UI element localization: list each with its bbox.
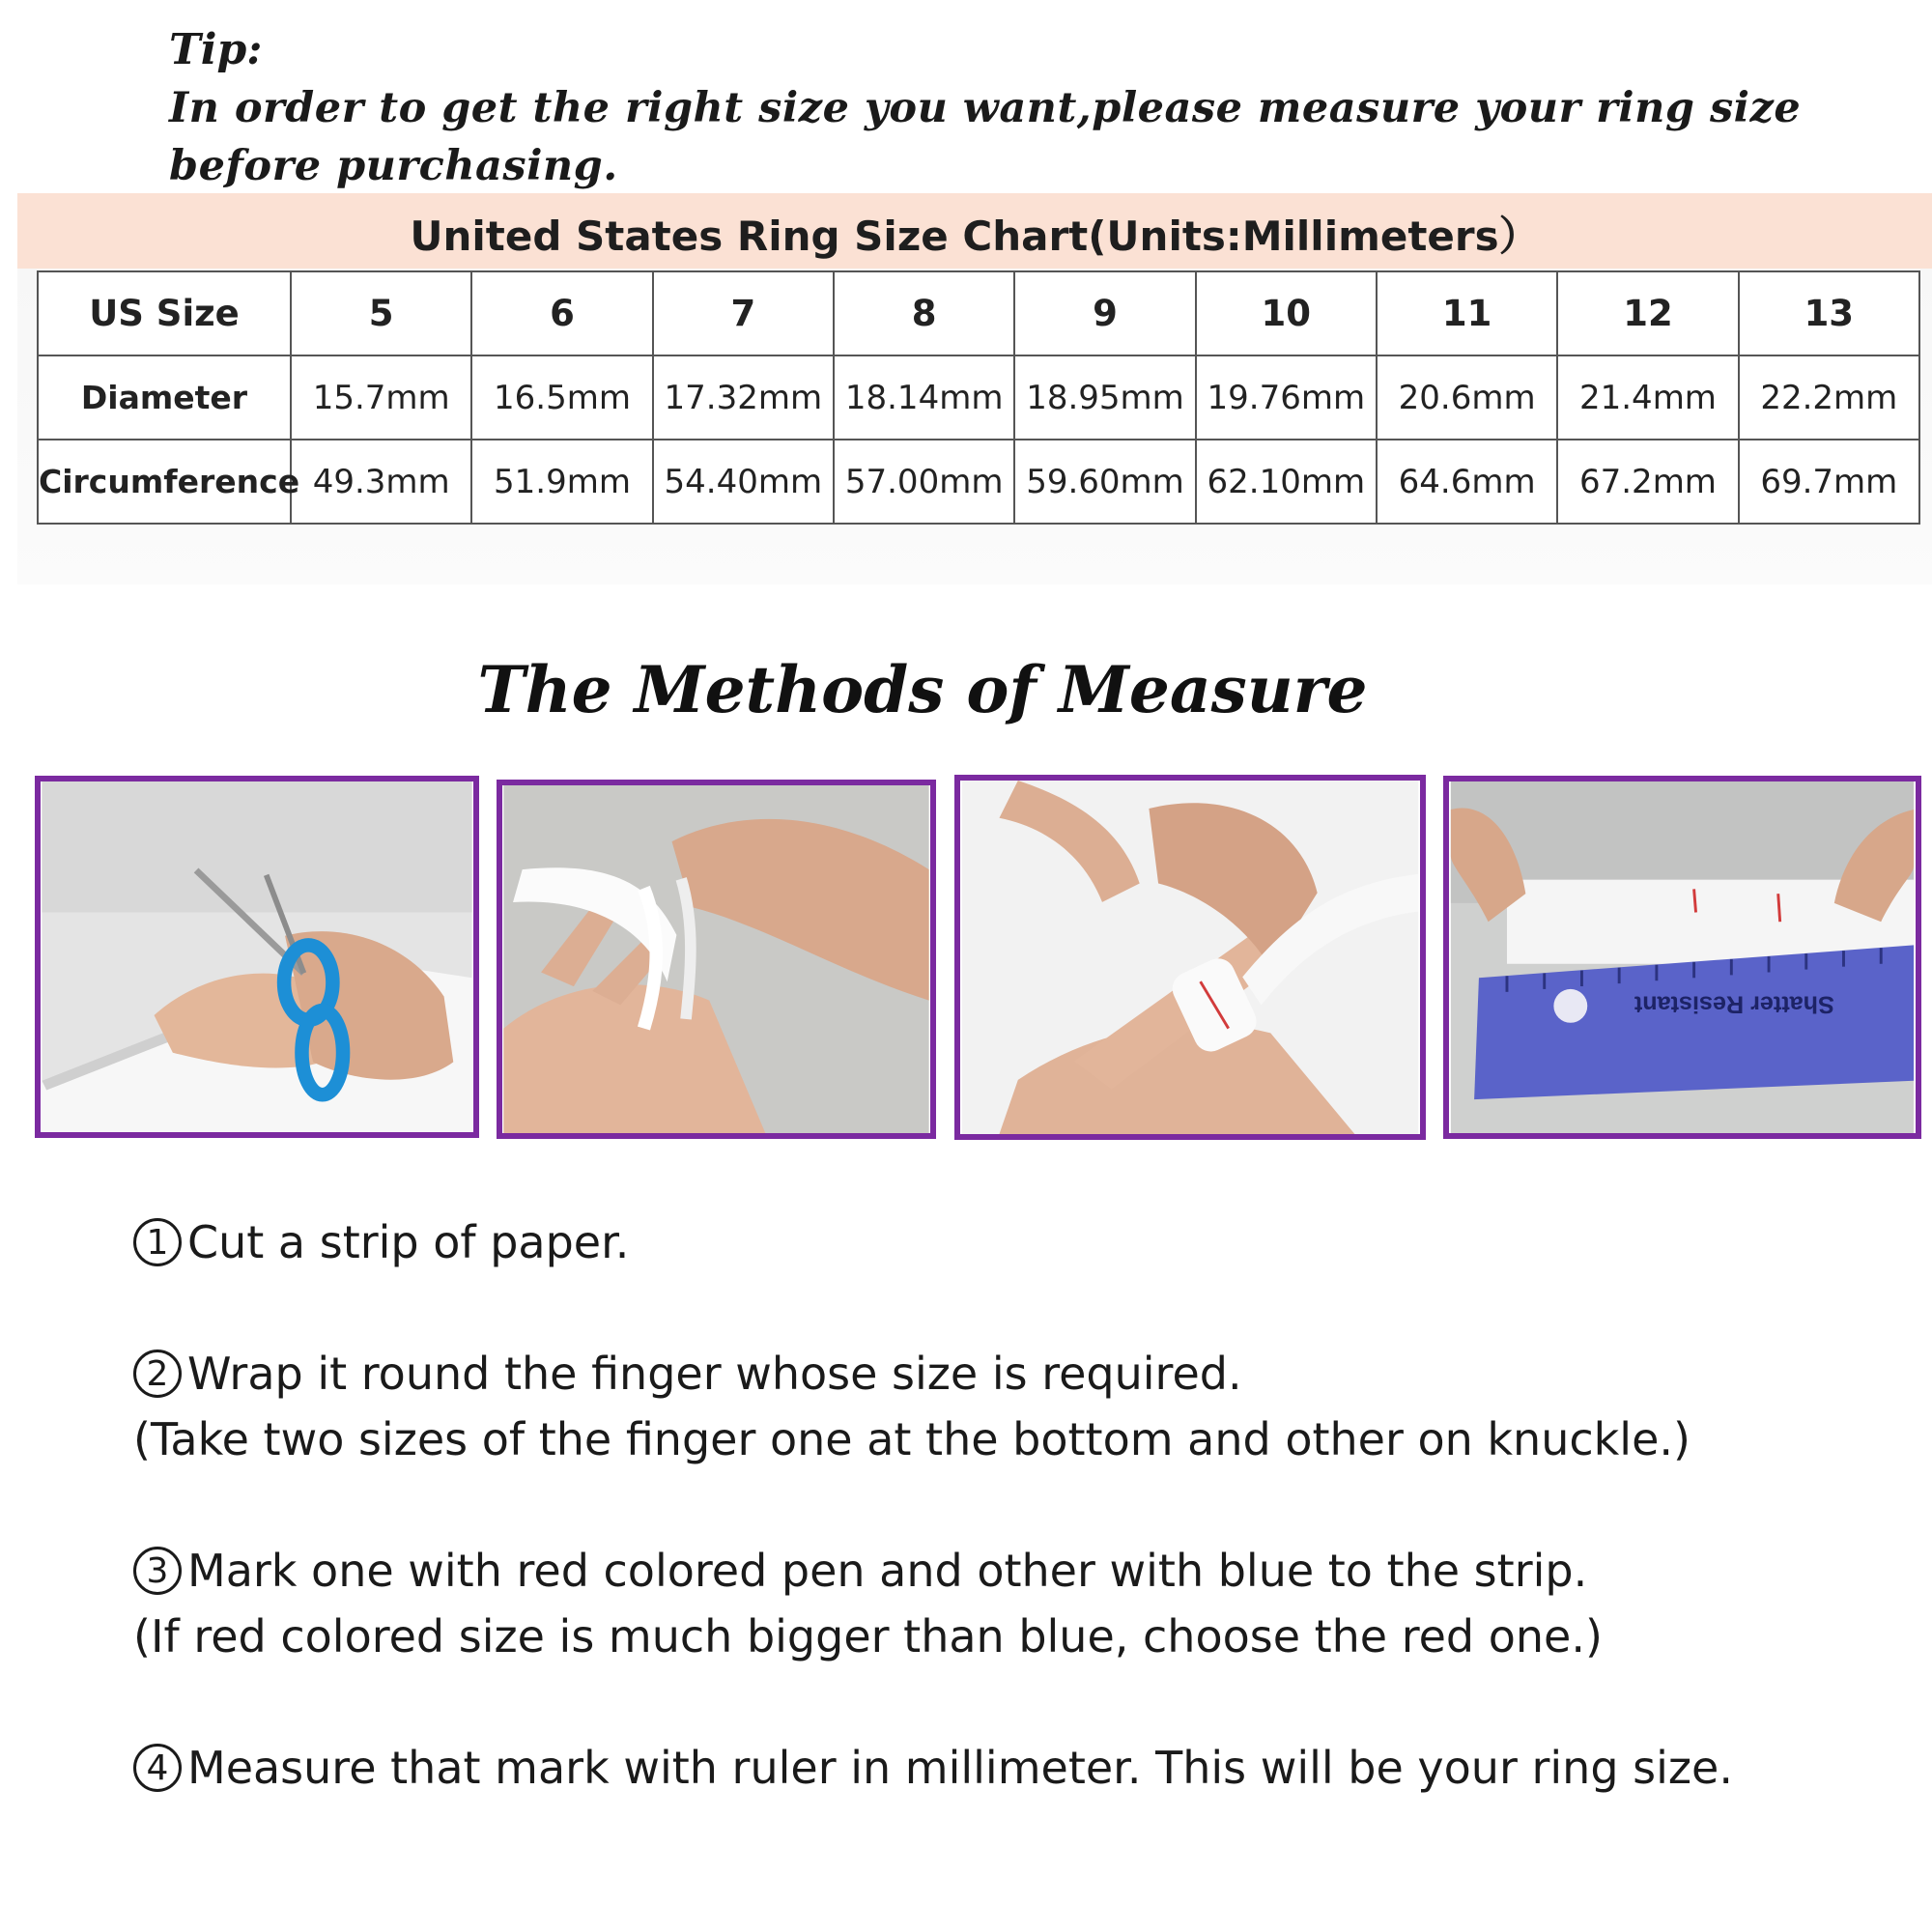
methods-title: The Methods of Measure <box>477 652 1368 727</box>
step-number-badge: 1 <box>133 1218 182 1266</box>
step-text: Cut a strip of paper. <box>187 1216 630 1268</box>
table-cell: 18.14mm <box>834 355 1014 440</box>
ring-size-table <box>37 270 1920 525</box>
step-2 <box>133 1341 1911 1406</box>
step-text: Mark one with red colored pen and other with blue to the strip. <box>187 1545 1588 1597</box>
step-text: Measure that mark with ruler in millimeter. This will be your ring size. <box>187 1742 1733 1794</box>
photo-wrap-strip <box>497 780 936 1139</box>
wrap-strip-illustration <box>502 785 930 1133</box>
table-row-us-size <box>38 271 1919 355</box>
tip-label: Tip: <box>169 25 263 74</box>
table-cell: 22.2mm <box>1739 355 1919 440</box>
cut-paper-illustration <box>41 781 473 1132</box>
table-cell: 15.7mm <box>291 355 471 440</box>
table-cell: 51.9mm <box>471 440 652 524</box>
table-cell: 10 <box>1196 271 1377 355</box>
size-chart-title: United States Ring Size Chart(Units:Millimeters） <box>410 213 1540 260</box>
table-cell: 7 <box>653 271 834 355</box>
row-header-circumference: Circumference <box>38 440 291 524</box>
photo-mark-finger <box>954 775 1426 1140</box>
mark-finger-illustration <box>960 781 1420 1134</box>
row-header-us-size: US Size <box>38 271 291 355</box>
tip-block <box>169 21 1908 195</box>
table-cell: 9 <box>1014 271 1195 355</box>
step-number-badge: 3 <box>133 1547 182 1595</box>
step-4 <box>133 1735 1911 1801</box>
table-cell: 20.6mm <box>1377 355 1557 440</box>
table-row-diameter <box>38 355 1919 440</box>
table-cell: 13 <box>1739 271 1919 355</box>
table-cell: 5 <box>291 271 471 355</box>
table-cell: 17.32mm <box>653 355 834 440</box>
tip-text: In order to get the right size you want,please measure your ring size before purchasing. <box>169 84 1802 190</box>
table-cell: 67.2mm <box>1557 440 1738 524</box>
step-3 <box>133 1538 1911 1604</box>
table-cell: 11 <box>1377 271 1557 355</box>
step-note: (Take two sizes of the finger one at the bottom and other on knuckle.) <box>133 1413 1690 1465</box>
table-cell: 62.10mm <box>1196 440 1377 524</box>
instruction-steps <box>133 1209 1911 1801</box>
photo-ruler-measure <box>1443 776 1921 1139</box>
ruler-measure-illustration <box>1449 781 1916 1133</box>
table-cell: 57.00mm <box>834 440 1014 524</box>
table-cell: 21.4mm <box>1557 355 1738 440</box>
step-number-badge: 2 <box>133 1350 182 1398</box>
table-cell: 69.7mm <box>1739 440 1919 524</box>
table-row-circumference <box>38 440 1919 524</box>
table-cell: 12 <box>1557 271 1738 355</box>
table-cell: 16.5mm <box>471 355 652 440</box>
table-cell: 54.40mm <box>653 440 834 524</box>
step-1 <box>133 1209 1911 1275</box>
ruler-brand-text: Shatter Resistant <box>1634 990 1834 1018</box>
table-cell: 64.6mm <box>1377 440 1557 524</box>
step-number-badge: 4 <box>133 1744 182 1792</box>
photo-cut-paper <box>35 776 479 1138</box>
table-cell: 6 <box>471 271 652 355</box>
table-cell: 49.3mm <box>291 440 471 524</box>
table-cell: 19.76mm <box>1196 355 1377 440</box>
table-cell: 59.60mm <box>1014 440 1195 524</box>
row-header-diameter: Diameter <box>38 355 291 440</box>
step-note: (If red colored size is much bigger than blue, choose the red one.) <box>133 1610 1603 1662</box>
table-cell: 18.95mm <box>1014 355 1195 440</box>
table-cell: 8 <box>834 271 1014 355</box>
step-text: Wrap it round the finger whose size is required. <box>187 1348 1242 1400</box>
